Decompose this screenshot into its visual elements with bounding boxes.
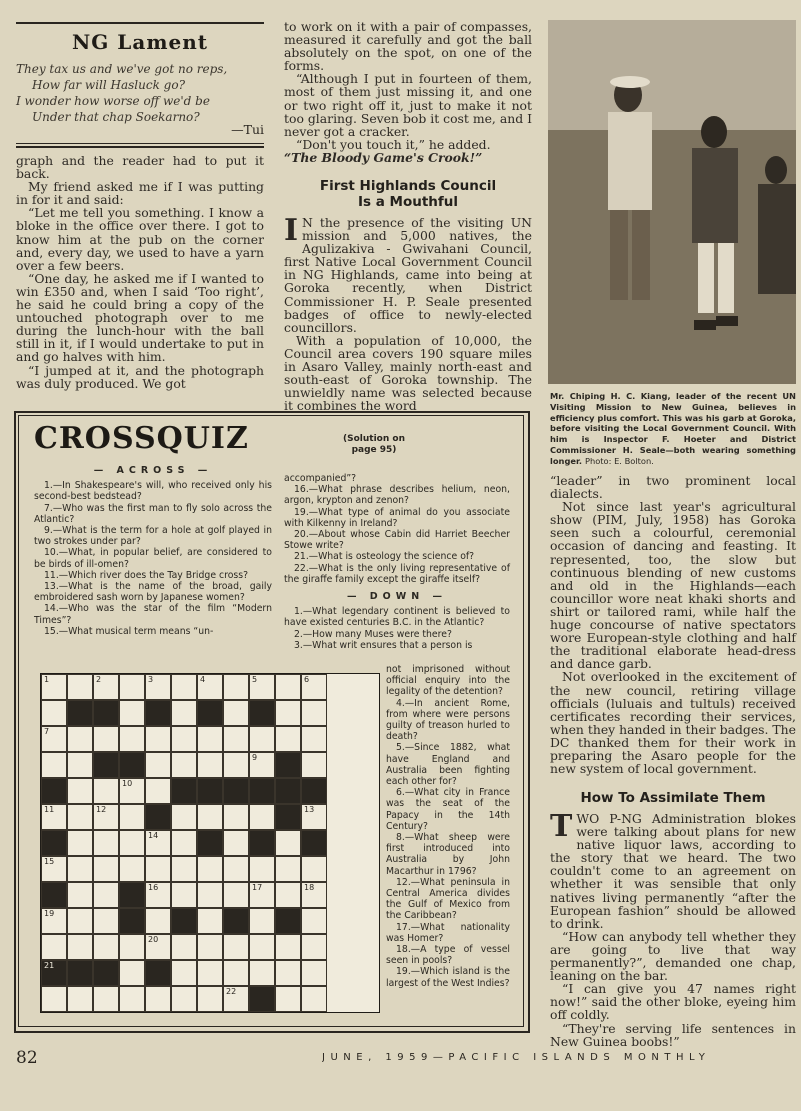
crossword-black-cell	[145, 700, 171, 726]
crossword-cell[interactable]	[275, 986, 301, 1012]
crossword-black-cell	[67, 700, 93, 726]
clue: 14.—Who was the star of the film “Modern Times”?	[34, 603, 272, 626]
crossword-cell[interactable]	[145, 908, 171, 934]
clue: 5.—Since 1882, what have England and Australia been fighting each other for?	[386, 742, 510, 788]
clue: 22.—What is the only living representative of the giraffe family except the giraffe itself?	[284, 562, 510, 585]
crossword-cell[interactable]	[301, 908, 327, 934]
crossword-black-cell	[223, 778, 249, 804]
clue: 16.—What phrase describes helium, neon, argon, krypton and zenon?	[284, 484, 510, 507]
crossword-cell[interactable]	[275, 856, 301, 882]
crossword-cell-number: 12	[96, 805, 107, 814]
crossword-cell[interactable]	[93, 726, 119, 752]
crossword-black-cell	[249, 700, 275, 726]
crossword-cell[interactable]	[145, 934, 171, 960]
crossword-black-cell	[41, 778, 67, 804]
crossword-cell[interactable]	[93, 882, 119, 908]
crossword-cell[interactable]	[93, 934, 119, 960]
crossword-cell[interactable]	[249, 804, 275, 830]
crossword-cell-number: 18	[304, 883, 315, 892]
crossword-cell[interactable]	[119, 960, 145, 986]
clue: 21.—What is osteology the science of?	[294, 551, 475, 563]
crossword-cell[interactable]	[249, 674, 275, 700]
crossword-cell[interactable]	[249, 908, 275, 934]
clue: accompanied”?	[284, 473, 357, 484]
crossword-cell[interactable]	[275, 934, 301, 960]
crossword-cell[interactable]	[197, 960, 223, 986]
crossword-cell[interactable]	[197, 882, 223, 908]
crossword-cell[interactable]	[301, 752, 327, 778]
crossword-cell[interactable]	[171, 804, 197, 830]
crossword-cell[interactable]	[171, 752, 197, 778]
poem-body	[16, 61, 264, 125]
crossword-cell[interactable]	[145, 778, 171, 804]
crossword-cell[interactable]	[145, 752, 171, 778]
crossword-cell[interactable]	[301, 882, 327, 908]
crossword-cell[interactable]	[223, 960, 249, 986]
crossword-cell[interactable]	[275, 830, 301, 856]
crossword-black-cell	[275, 908, 301, 934]
crossword-cell[interactable]	[93, 830, 119, 856]
caption-text: Mr. Chiping H. C. Kiang, leader of the recent UN Visiting Mission to New Guinea, believes in efficiency plus comfort. This was his garb at Goroka, before visiting the Local Government Council. With him is Inspector F. Hoeter and District Commissioner H. Seale—both wearing something longer.	[550, 391, 796, 466]
poem-top-rule	[16, 22, 264, 24]
crossword-black-cell	[145, 960, 171, 986]
poem-line: I wonder how worse off we'd be	[16, 94, 210, 108]
crossword-cell[interactable]	[171, 674, 197, 700]
crossword-cell[interactable]	[301, 934, 327, 960]
crossword-black-cell	[171, 778, 197, 804]
clue: not imprisoned without official enquiry into the legality of the detention?	[386, 664, 510, 698]
crossword-black-cell	[67, 960, 93, 986]
crossword-cell[interactable]	[41, 986, 67, 1012]
crossword-black-cell	[171, 908, 197, 934]
crossword-cell-number: 7	[44, 727, 50, 736]
photo	[548, 20, 796, 384]
crossword-cell[interactable]	[301, 726, 327, 752]
highlands-heading-line: First Highlands Council	[319, 178, 497, 194]
crossword-cell[interactable]	[223, 752, 249, 778]
crossword-cell[interactable]	[275, 674, 301, 700]
crossword-cell[interactable]	[275, 700, 301, 726]
story-last-line: “The Bloody Game's Crook!”	[284, 149, 483, 165]
crossword-black-cell	[119, 752, 145, 778]
crossword-cell-number: 10	[122, 779, 133, 788]
crossword-cell[interactable]	[197, 934, 223, 960]
story-paragraph: to work on it with a pair of compasses, measured it carefully and got the ball absolutely on the spot, on one of the forms.	[284, 19, 532, 74]
crossword-cell[interactable]	[93, 674, 119, 700]
crossword-cell[interactable]	[41, 674, 67, 700]
crossword-cell[interactable]	[119, 986, 145, 1012]
crossword-cell[interactable]	[301, 986, 327, 1012]
story-paragraph: “Let me tell you something. I know a bloke in the office over there. I got to know him at the pub on the corner and, every day, we used to have a yarn over a few beers.	[16, 205, 264, 273]
clue: 13.—What is the name of the broad, gaily embroidered sash worn by Japanese women?	[34, 581, 272, 604]
crossword-cell-number: 2	[96, 675, 102, 684]
crossword-cell[interactable]	[197, 856, 223, 882]
crossword-cell[interactable]	[119, 856, 145, 882]
story-paragraph: graph and the reader had to put it back.	[16, 154, 264, 182]
crossword-black-cell	[301, 778, 327, 804]
crossword-cell-number: 9	[252, 753, 258, 762]
crossword-cell[interactable]	[197, 726, 223, 752]
photo-credit: Photo: E. Bolton.	[584, 455, 654, 466]
story-paragraph: “How can anybody tell whether they are going to live that way permanently?”, demanded one chap, leaning on the bar.	[550, 928, 796, 984]
crossword-cell[interactable]	[119, 726, 145, 752]
crossword-cell[interactable]	[197, 674, 223, 700]
crossword-cell[interactable]	[171, 856, 197, 882]
story-paragraph: My friend asked me if I was putting in for it and said:	[16, 179, 264, 208]
crossword-cell[interactable]	[197, 804, 223, 830]
crossword-cell[interactable]	[275, 726, 301, 752]
crossword-cell-number: 15	[44, 857, 55, 866]
clue: 6.—What city in France was the seat of the Papacy in the 14th Century?	[386, 787, 510, 832]
dropcap: T	[550, 809, 573, 844]
crossword-cell[interactable]	[249, 882, 275, 908]
column1-story	[16, 154, 264, 404]
crossword-black-cell	[41, 830, 67, 856]
across-clues-1	[34, 462, 272, 637]
crossword-cell[interactable]	[41, 726, 67, 752]
crossword-cell[interactable]	[67, 804, 93, 830]
crossword-cell[interactable]	[41, 700, 67, 726]
crossword-black-cell	[249, 830, 275, 856]
crossword-cell[interactable]	[41, 934, 67, 960]
crossword-cell[interactable]	[223, 700, 249, 726]
crossword-cell-number: 16	[148, 883, 159, 892]
crossword-cell-number: 11	[44, 805, 55, 814]
clue: 18.—A type of vessel seen in pools?	[386, 944, 510, 967]
highlands-story	[284, 213, 532, 414]
crossword-cell-number: 20	[148, 935, 159, 944]
clue: 10.—What, in popular belief, are considered to be birds of ill-omen?	[34, 547, 272, 570]
clue: 17.—What nationality was Homer?	[386, 921, 510, 944]
crossword-cell[interactable]	[275, 960, 301, 986]
story-paragraph: “Don't you touch it,” he added.	[296, 136, 491, 152]
story-paragraph: “They're serving life sentences in New Guinea boobs!”	[550, 1020, 796, 1049]
assimilate-heading: How To Assimilate Them	[580, 790, 766, 806]
clue: 8.—What sheep were first introduced into Australia by John Macarthur in 1796?	[386, 832, 510, 877]
crossword-black-cell	[145, 804, 171, 830]
crossword-cell[interactable]	[223, 882, 249, 908]
clue: 20.—About whose Cabin did Harriet Beecher Stowe write?	[284, 529, 510, 552]
crossword-cell-number: 13	[304, 805, 315, 814]
crossword-cell[interactable]	[67, 882, 93, 908]
story-paragraph: WO P-NG Administration blokes were talking about plans for new native liquor laws, according to the story that we heard. The two couldn't come to an agreement on whether it was sensible that only natives living permanently “after the European fashion” should be allowed to drink.	[550, 811, 796, 931]
clues-column-2	[284, 473, 510, 651]
crossword-cell[interactable]	[119, 700, 145, 726]
story-paragraph: Not since last year's agricultural show (PIM, July, 1958) has Goroka seen such a colourful, ceremonial occasion of dancing and feasting. It represented, too, the slow but continuous blending of new customs and old in the Highlands—each councillor wore neat khaki shorts and shirt or tailored rami, while half the huge concourse of native spectators wore European-style clothing and half the traditional elaborate head-dress and dance garb.	[550, 499, 796, 672]
crossword-cell-number: 19	[44, 909, 55, 918]
crossword-black-cell	[275, 752, 301, 778]
down-clues-2	[386, 664, 510, 989]
crossword-cell[interactable]	[197, 986, 223, 1012]
page-number: 82	[16, 1048, 38, 1068]
crossword-cell[interactable]	[223, 830, 249, 856]
crossword-cell[interactable]	[171, 986, 197, 1012]
crossword-cell[interactable]	[223, 986, 249, 1012]
crossword-cell-number: 17	[252, 883, 263, 892]
story-paragraph: “leader” in two prominent local dialects.	[550, 473, 796, 502]
crossword-cell[interactable]	[145, 726, 171, 752]
crossword-cell[interactable]	[249, 934, 275, 960]
crossword-cell[interactable]	[145, 986, 171, 1012]
crossword-black-cell	[275, 778, 301, 804]
clue: 2.—How many Muses were there?	[294, 628, 452, 640]
crossword-black-cell	[275, 804, 301, 830]
crossword-cell-number: 21	[44, 961, 55, 970]
crossword-cell[interactable]	[119, 674, 145, 700]
crossword-cell-number: 22	[226, 987, 237, 996]
clue: 12.—What peninsula in Central America divides the Gulf of Mexico from the Caribbean?	[386, 876, 510, 922]
crossword-cell-number: 5	[252, 675, 258, 684]
crossword-cell[interactable]	[67, 674, 93, 700]
crossword-black-cell	[41, 960, 67, 986]
clue: 3.—What writ ensures that a person is	[294, 639, 473, 651]
poem-line: How far will Hasluck go?	[32, 78, 186, 92]
crossword-cell[interactable]	[41, 804, 67, 830]
crossword-cell[interactable]	[171, 700, 197, 726]
crossword-cell[interactable]	[301, 856, 327, 882]
crossword-cell[interactable]	[145, 830, 171, 856]
crossword-cell[interactable]	[249, 960, 275, 986]
crossword-black-cell	[119, 908, 145, 934]
crossword-cell[interactable]	[223, 856, 249, 882]
crossword-black-cell	[197, 700, 223, 726]
clue: 1.—What legendary continent is believed to have existed centuries B.C. in the Atlantic?	[284, 606, 510, 629]
crossword-cell[interactable]	[171, 882, 197, 908]
column3-story	[550, 474, 796, 775]
solution-note: (Solution on page 95)	[343, 434, 405, 455]
crossword-cell-number: 4	[200, 675, 206, 684]
crossword-cell-number: 6	[304, 675, 310, 684]
crossword-cell[interactable]	[67, 726, 93, 752]
crossword-black-cell	[197, 830, 223, 856]
photo-caption	[550, 391, 796, 467]
crossword-black-cell	[119, 882, 145, 908]
crossword-cell[interactable]	[93, 856, 119, 882]
crossword-cell[interactable]	[67, 908, 93, 934]
poem-title: NG Lament	[71, 30, 208, 54]
down-heading: — DOWN —	[346, 591, 447, 603]
crossword-cell[interactable]	[223, 804, 249, 830]
crossword-black-cell	[301, 830, 327, 856]
poem-line: They tax us and we've got no reps,	[16, 62, 228, 76]
crossword-cell[interactable]	[41, 908, 67, 934]
crossword-cell[interactable]	[41, 752, 67, 778]
crossword-cell[interactable]	[301, 804, 327, 830]
clue: 4.—In ancient Rome, from where were persons guilty of treason hurled to death?	[386, 697, 510, 743]
crossword-black-cell	[223, 908, 249, 934]
crossword-cell[interactable]	[41, 856, 67, 882]
crossword-cell[interactable]	[93, 778, 119, 804]
crossword-black-cell	[249, 778, 275, 804]
highlands-heading	[284, 178, 532, 210]
crossword-black-cell	[93, 700, 119, 726]
crossword-cell[interactable]	[249, 726, 275, 752]
across-heading: — ACROSS —	[93, 465, 213, 476]
highlands-heading-line: Is a Mouthful	[357, 194, 459, 210]
crossquiz-title: CROSSQUIZ	[34, 421, 249, 456]
poem-bottom-rule	[16, 143, 264, 144]
column2-story	[284, 20, 532, 164]
clue: 19.—What type of animal do you associate with Kilkenny in Ireland?	[284, 506, 510, 529]
crossword-cell[interactable]	[171, 960, 197, 986]
assimilate-story	[550, 809, 796, 1049]
crossword-cell[interactable]	[249, 752, 275, 778]
crossword-cell[interactable]	[301, 674, 327, 700]
crossword-cell[interactable]	[301, 700, 327, 726]
crossword-cell[interactable]	[119, 934, 145, 960]
clue: 7.—Who was the first man to fly solo across the Atlantic?	[34, 502, 272, 525]
poem-author: —Tui	[231, 122, 264, 137]
crossword-cell[interactable]	[301, 960, 327, 986]
crossword-black-cell	[93, 752, 119, 778]
crossword-cell[interactable]	[67, 778, 93, 804]
crossword-cell-number: 14	[148, 831, 159, 840]
crossword-cell[interactable]	[119, 778, 145, 804]
crossword-cell[interactable]	[171, 934, 197, 960]
clue: 1.—In Shakespeare's will, who received only his second-best bedstead?	[34, 480, 272, 503]
crossword-cell[interactable]	[223, 674, 249, 700]
crossword-cell[interactable]	[67, 986, 93, 1012]
crossword-cell[interactable]	[67, 830, 93, 856]
story-paragraph: “Although I put in fourteen of them, most of them just missing it, and one or two right off it, just to make it not too glaring. Seven bob it cost me, and I never got a cracker.	[284, 71, 532, 139]
dropcap: I	[284, 213, 299, 248]
crossword-cell[interactable]	[67, 752, 93, 778]
story-paragraph: With a population of 10,000, the Council area covers 190 square miles in Asaro Valley, mainly north-east and south-east of Goroka township. The unwieldly name was selected because it combines the word	[284, 332, 532, 414]
crossword-black-cell	[197, 778, 223, 804]
clue: 19.—Which island is the largest of the West Indies?	[386, 966, 510, 989]
crossword-cell[interactable]	[197, 752, 223, 778]
crossword-cell[interactable]	[93, 908, 119, 934]
crossword-cell[interactable]	[275, 882, 301, 908]
crossword-cell[interactable]	[67, 934, 93, 960]
poem-bottom-rule-2	[16, 146, 264, 148]
story-paragraph: N the presence of the visiting UN mission and 5,000 natives, the Agulizakiva - Gwivahani Council, first Native Local Government Council in NG Highlands, came into being at Goroka recently, when District Commissioner H. P. Seale presented badges of office to newly-elected councillors.	[284, 215, 532, 335]
crossword-cell[interactable]	[67, 856, 93, 882]
story-paragraph: “I can give you 47 names right now!” said the other bloke, eyeing him off coldly.	[550, 981, 796, 1023]
story-paragraph: Not overlooked in the excitement of the new council, retiring village officials (luluais and tultuls) received certificates recording their services, when they handed in their badges. The DC thanked them for their work in preparing the Asaro people for the new system of local government.	[550, 669, 796, 777]
crossword-cell[interactable]	[145, 674, 171, 700]
clue: 11.—Which river does the Tay Bridge cross?	[44, 569, 249, 581]
crossword-cell[interactable]	[171, 726, 197, 752]
poem-line: Under that chap Soekarno?	[32, 110, 200, 124]
crossword-black-cell	[249, 986, 275, 1012]
crossword-grid	[40, 673, 380, 1013]
crossword-cell[interactable]	[223, 726, 249, 752]
clue: 9.—What is the term for a hole at golf played in two strokes under par?	[34, 525, 272, 548]
crossword-cell[interactable]	[119, 804, 145, 830]
story-paragraph: “I jumped at it, and the photograph was duly produced. We got	[16, 362, 264, 391]
crossword-black-cell	[93, 960, 119, 986]
crossword-black-cell	[41, 882, 67, 908]
crossword-cell[interactable]	[93, 804, 119, 830]
crossword-cell[interactable]	[197, 908, 223, 934]
crossword-cell[interactable]	[223, 934, 249, 960]
crossword-cell-number: 1	[44, 675, 50, 684]
photo-image	[548, 20, 796, 384]
crossword-cell[interactable]	[249, 856, 275, 882]
story-paragraph: “One day, he asked me if I wanted to win £350 and, when I said ‘Too right’, he said he could bring a copy of the untouched photograph over to me during the lunch-hour with the ball still in it, if I would undertake to put in and go halves with him.	[16, 270, 264, 365]
crossword-cell[interactable]	[145, 856, 171, 882]
crossword-cell[interactable]	[145, 882, 171, 908]
crossword-cell-number: 3	[148, 675, 154, 684]
clue: 15.—What musical term means “un-	[44, 625, 214, 637]
crossword-cell[interactable]	[171, 830, 197, 856]
crossword-cell[interactable]	[119, 830, 145, 856]
issue-line: JUNE, 1959—PACIFIC ISLANDS MONTHLY	[322, 1052, 711, 1063]
crossword-cell[interactable]	[93, 986, 119, 1012]
